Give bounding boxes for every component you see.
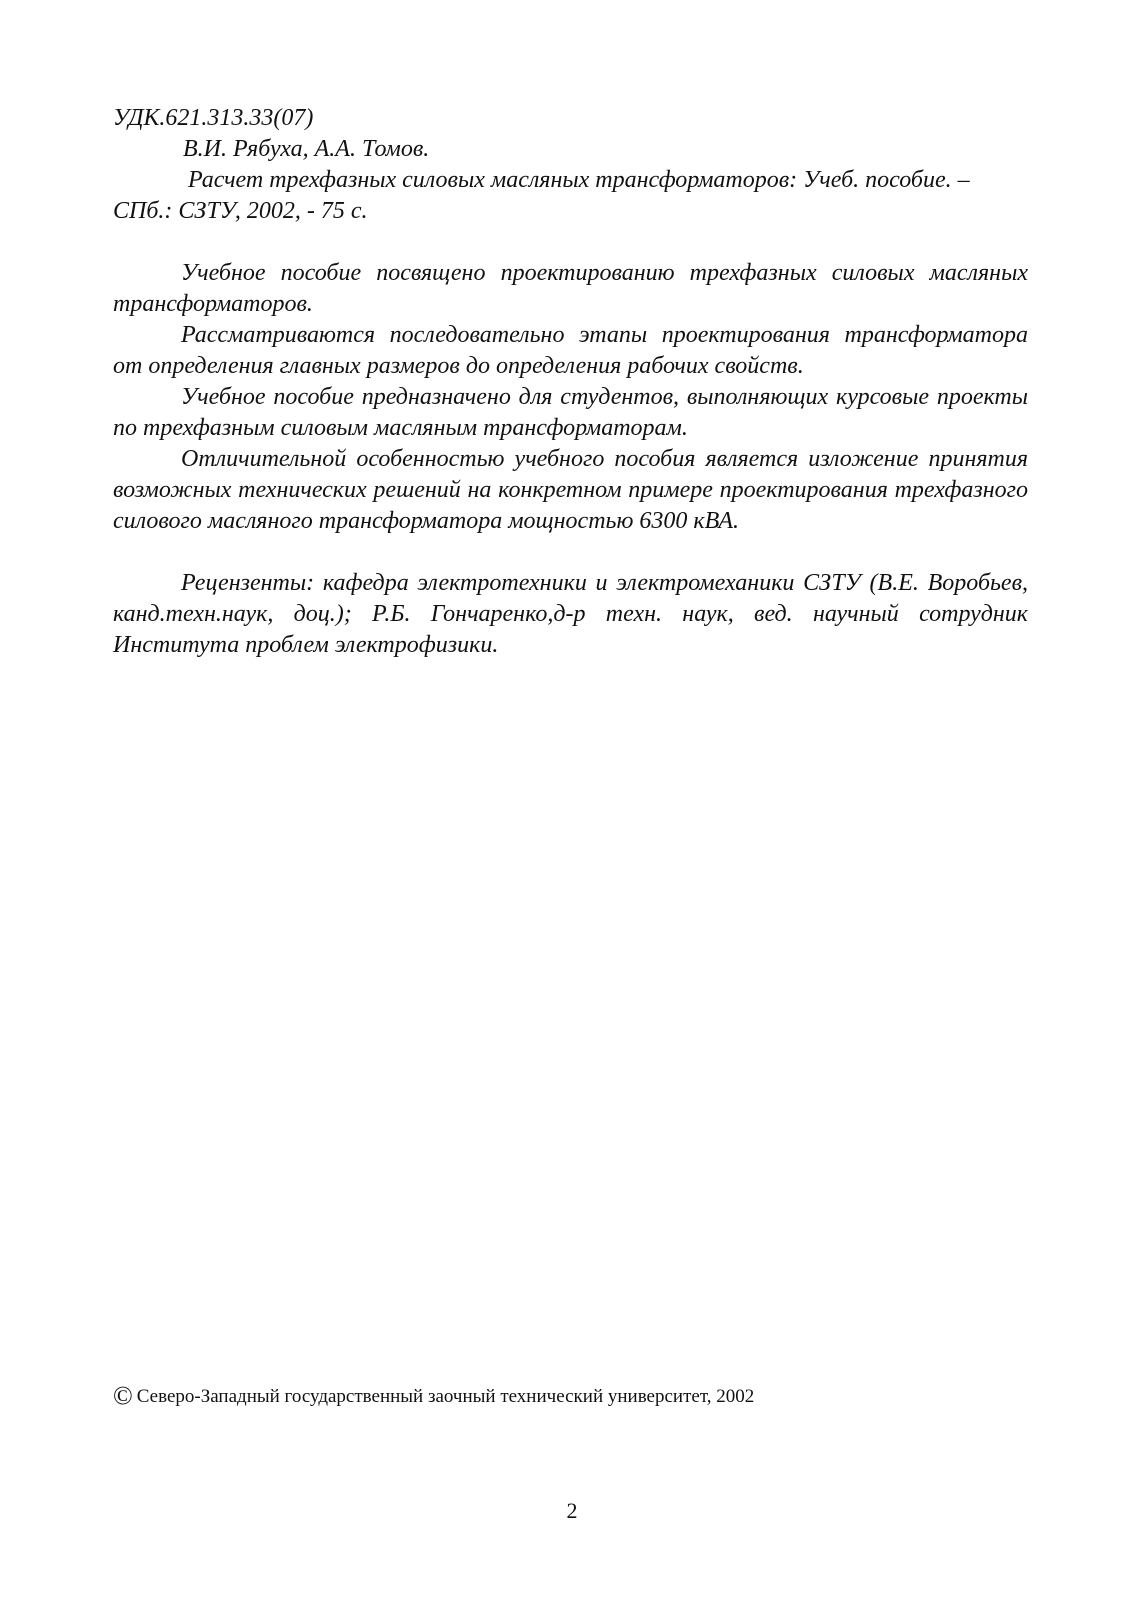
- annotation-paragraph: Учебное пособие предназначено для студентов, выполняющих курсовые проекты по трехфазным силовым масляным трансформаторам.: [113, 384, 1028, 441]
- copyright-icon: ©: [113, 1381, 133, 1410]
- reviewers: Рецензенты: кафедра электротехники и электромеханики СЗТУ (В.Е. Воробьев, канд.техн.наук, доц.); Р.Б. Гончаренко,д-р техн. наук, вед. научный сотрудник Института проблем электрофизики.: [113, 570, 1028, 658]
- annotation-paragraph: Отличительной особенностью учебного пособия является изложение принятия возможных технических решений на конкретном примере проектирования трехфазного силового масляного трансформатора мощностью 6300 кВА.: [113, 446, 1028, 534]
- copyright-notice: [113, 1381, 755, 1410]
- udk-code: УДК.621.313.33(07): [113, 105, 314, 131]
- page-content: [113, 103, 1028, 661]
- annotation: [113, 258, 1028, 537]
- annotation-paragraph: Учебное пособие посвящено проектированию трехфазных силовых масляных трансформаторов.: [113, 260, 1028, 317]
- copyright-text: Северо-Западный государственный заочный технический университет, 2002: [136, 1386, 755, 1407]
- bibliographic-citation: Расчет трехфазных силовых масляных трансформаторов: Учеб. пособие. – СПб.: СЗТУ, 2002, - 75 с.: [113, 167, 970, 224]
- authors: В.И. Рябуха, А.А. Томов.: [183, 136, 430, 162]
- page-number: 2: [566, 1498, 578, 1523]
- annotation-paragraph: Рассматриваются последовательно этапы проектирования трансформатора от определения главных размеров до определения рабочих свойств.: [113, 322, 1028, 379]
